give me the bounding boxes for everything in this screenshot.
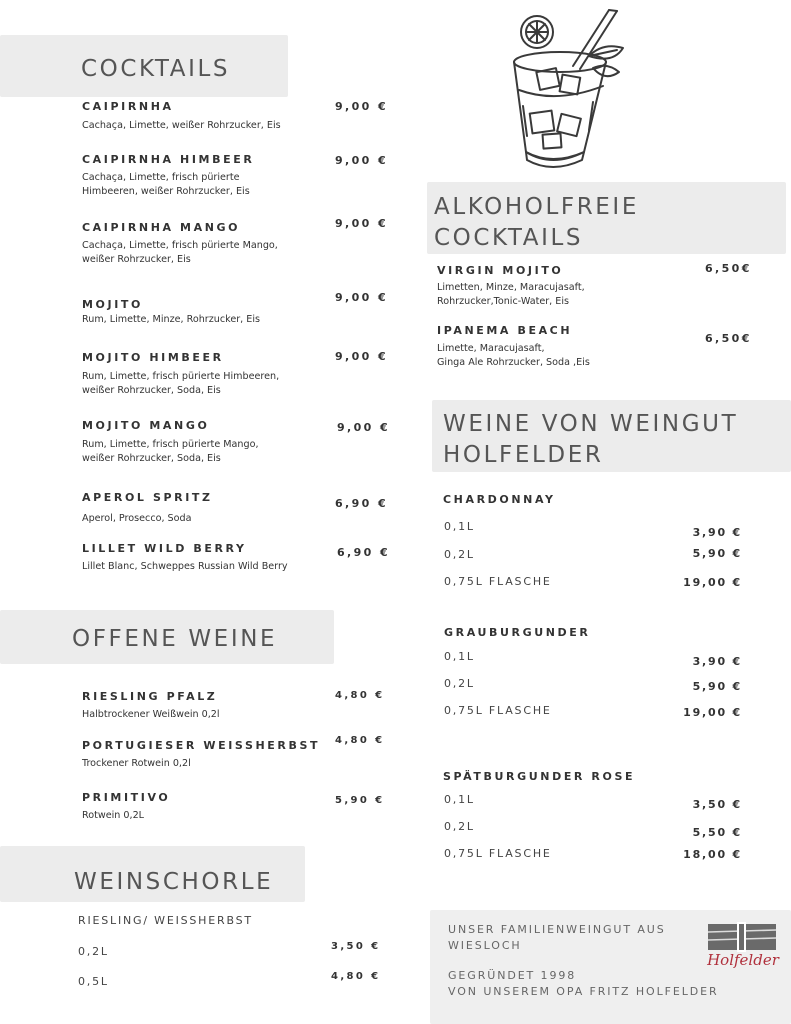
cocktail-name: MOJITO (82, 298, 143, 311)
weinschorle-price: 3,50 € (331, 941, 381, 952)
cocktail-desc: Aperol, Prosecco, Soda (82, 513, 192, 524)
cocktail-desc: Himbeeren, weißer Rohrzucker, Eis (82, 186, 250, 197)
cocktail-desc: Cachaça, Limette, weißer Rohrzucker, Eis (82, 120, 281, 131)
cocktail-desc: Rum, Limette, frisch pürierte Mango, (82, 439, 259, 450)
logo-emblem-icon (700, 920, 784, 954)
wine-volume: 0,1L (444, 520, 475, 533)
wine-desc: Trockener Rotwein 0,2l (82, 758, 191, 769)
wine-volume: 0,75L FLASCHE (444, 575, 552, 588)
wine-price: 4,80 € (335, 735, 385, 746)
wine-price: 19,00 € (683, 706, 742, 719)
weingut-heading-line1: WEINE VON WEINGUT (443, 411, 739, 437)
wine-price: 3,50 € (692, 798, 742, 811)
cocktail-name: CAIPIRNHA MANGO (82, 221, 241, 234)
wine-volume: 0,2L (444, 677, 475, 690)
wine-desc: Rotwein 0,2L (82, 810, 145, 821)
footer-line-1: UNSER FAMILIENWEINGUT AUS (448, 923, 666, 936)
wine-desc: Halbtrockener Weißwein 0,2l (82, 709, 220, 720)
cocktail-name: MOJITO MANGO (82, 419, 210, 432)
weinschorle-volume: 0,2L (78, 945, 109, 958)
cocktail-price: 9,00 € (337, 421, 391, 434)
footer-line-2: WIESLOCH (448, 939, 522, 952)
footer-line-3: GEGRÜNDET 1998 (448, 969, 577, 982)
wine-volume: 0,1L (444, 650, 475, 663)
weinschorle-price: 4,80 € (331, 971, 381, 982)
weinschorle-subtitle: RIESLING/ WEISSHERBST (78, 914, 253, 927)
cocktails-heading: COCKTAILS (81, 56, 231, 82)
cocktail-name: CAIPIRNHA (82, 100, 174, 113)
wine-volume: 0,75L FLASCHE (444, 847, 552, 860)
footer-line-4: VON UNSEREM OPA FRITZ HOLFELDER (448, 985, 719, 998)
drink-name: IPANEMA BEACH (437, 324, 573, 337)
drink-desc: Ginga Ale Rohrzucker, Soda ,Eis (437, 357, 590, 368)
wine-price: 18,00 € (683, 848, 742, 861)
cocktail-price: 9,00 € (335, 154, 389, 167)
drink-desc: Rohrzucker,Tonic-Water, Eis (437, 296, 570, 307)
cocktail-price: 6,90 € (335, 497, 389, 510)
drink-desc: Limetten, Minze, Maracujasaft, (437, 282, 585, 293)
wine-price: 19,00 € (683, 576, 742, 589)
cocktail-desc: Rum, Limette, frisch pürierte Himbeeren, (82, 371, 280, 382)
logo-wordmark: Holfelder (707, 951, 779, 969)
drink-name: VIRGIN MOJITO (437, 264, 564, 277)
cocktail-name: MOJITO HIMBEER (82, 351, 224, 364)
weingut-heading-line2: HOLFELDER (443, 442, 604, 468)
wine-price: 3,90 € (692, 655, 742, 668)
cocktail-price: 6,90 € (337, 546, 391, 559)
wine-price: 5,90 € (692, 547, 742, 560)
drink-price: 6,50€ (705, 332, 752, 345)
alkoholfrei-heading-line1: ALKOHOLFREIE (434, 194, 639, 220)
cocktail-desc: Cachaça, Limette, frisch pürierte (82, 172, 240, 183)
wine-price: 4,80 € (335, 690, 385, 701)
offene-weine-heading: OFFENE WEINE (72, 626, 278, 652)
cocktail-name: CAIPIRNHA HIMBEER (82, 153, 255, 166)
wine-name: RIESLING PFALZ (82, 690, 218, 703)
wine-name: PRIMITIVO (82, 791, 171, 804)
cocktail-price: 9,00 € (335, 217, 389, 230)
cocktail-desc: Rum, Limette, Minze, Rohrzucker, Eis (82, 314, 261, 325)
drink-desc: Limette, Maracujasaft, (437, 343, 545, 354)
cocktail-desc: Lillet Blanc, Schweppes Russian Wild Berry (82, 561, 288, 572)
cocktail-desc: weißer Rohrzucker, Soda, Eis (82, 453, 221, 464)
wine-volume: 0,1L (444, 793, 475, 806)
wine-volume: 0,2L (444, 548, 475, 561)
wine-name: PORTUGIESER WEISSHERBST (82, 739, 321, 752)
weinschorle-volume: 0,5L (78, 975, 109, 988)
cocktail-name: APEROL SPRITZ (82, 491, 213, 504)
wine-volume: 0,75L FLASCHE (444, 704, 552, 717)
holfelder-logo (700, 920, 784, 980)
weinschorle-heading: WEINSCHORLE (74, 869, 274, 895)
cocktail-desc: weißer Rohrzucker, Soda, Eis (82, 385, 221, 396)
wine-price: 5,50 € (692, 826, 742, 839)
wine-name: SPÄTBURGUNDER ROSE (443, 770, 636, 783)
cocktail-price: 9,00 € (335, 100, 389, 113)
cocktail-desc: weißer Rohrzucker, Eis (82, 254, 191, 265)
wine-name: GRAUBURGUNDER (444, 626, 591, 639)
alkoholfrei-heading-line2: COCKTAILS (434, 225, 584, 251)
cocktail-price: 9,00 € (335, 350, 389, 363)
wine-price: 3,90 € (692, 526, 742, 539)
wine-price: 5,90 € (692, 680, 742, 693)
cocktail-price: 9,00 € (335, 291, 389, 304)
wine-volume: 0,2L (444, 820, 475, 833)
cocktail-name: LILLET WILD BERRY (82, 542, 247, 555)
cocktail-desc: Cachaça, Limette, frisch pürierte Mango, (82, 240, 278, 251)
drink-price: 6,50€ (705, 262, 752, 275)
wine-name: CHARDONNAY (443, 493, 556, 506)
cocktail-glass-icon (505, 6, 630, 176)
wine-price: 5,90 € (335, 795, 385, 806)
